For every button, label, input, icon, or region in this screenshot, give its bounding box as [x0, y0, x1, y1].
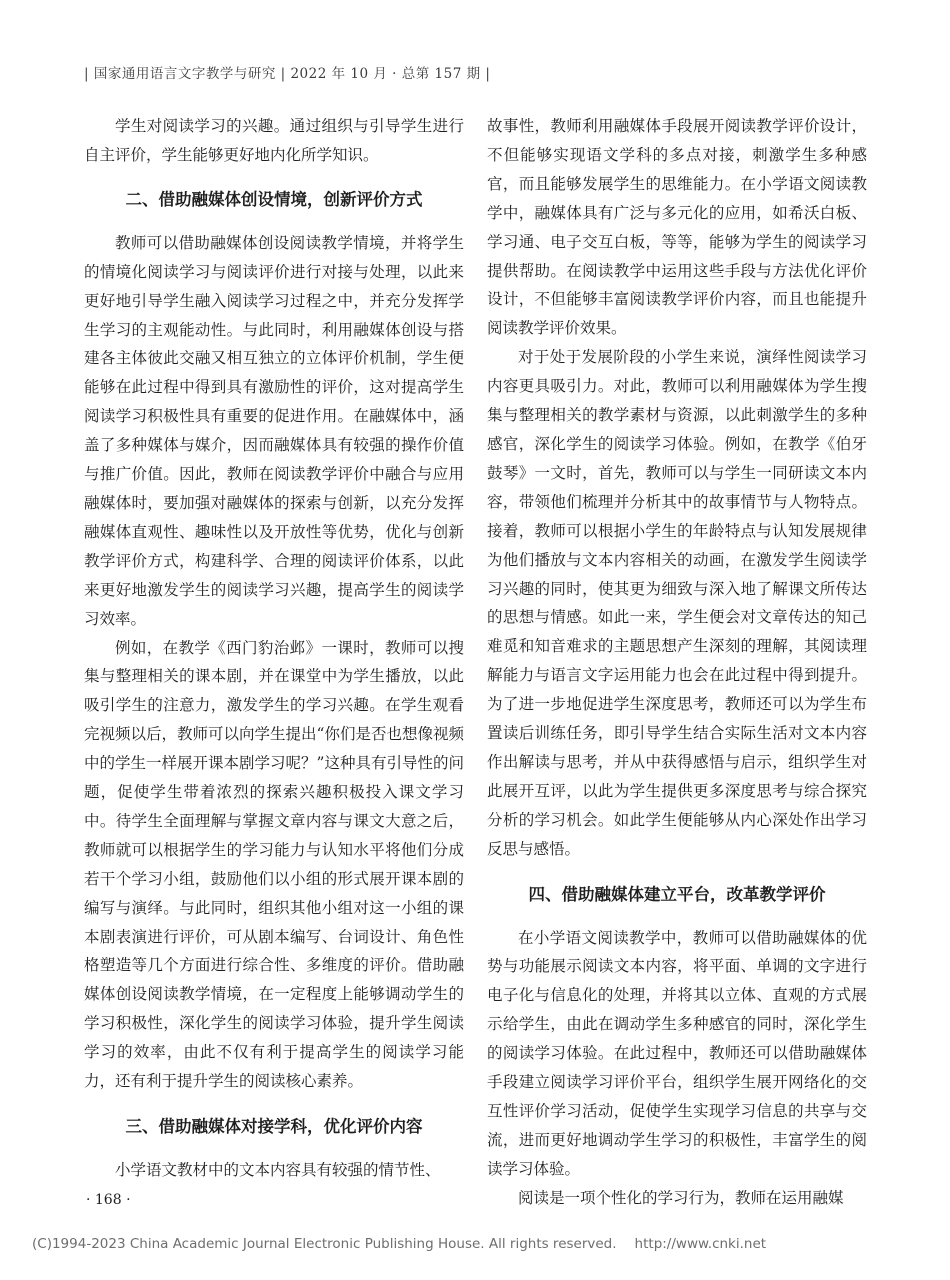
paragraph: 阅读是一项个性化的学习行为，教师在运用融媒 — [518, 1188, 844, 1207]
footer-url: http://www.cnki.net — [634, 1236, 767, 1252]
page-number: · 168 · — [86, 1192, 131, 1208]
paragraph: 小学语文教材中的文本内容具有较强的情节性、 — [115, 1161, 441, 1179]
copyright-text: (C)1994-2023 China Academic Journal Electronic Publishing House. All rights reserved. — [32, 1236, 617, 1252]
right-column — [487, 112, 867, 1213]
paragraph: 故事性，教师利用融媒体手段展开阅读教学评价设计，不但能够实现语文学科的多点对接，刺激学生多种感官，而且能够发展学生的思维能力。在小学语文阅读教学中，融媒体具有广泛与多元化的应用，如希沃白板、学习通、电子交互白板，等等，能够为学生的阅读学习提供帮助。在阅读教学中运用这些手段与方法优化评价设计，不但能够丰富阅读教学评价内容，而且也能提升阅读教学评价效果。 — [487, 117, 867, 338]
paragraph: 例如，在教学《西门豹治邺》一课时，教师可以搜集与整理相关的课本剧，并在课堂中为学生播放，以此吸引学生的注意力，激发学生的学习兴趣。在学生观看完视频以后，教师可以向学生提出“你们是否也想像视频中的学生一样展开课本剧学习呢？”这种具有引导性的问题，促使学生带着浓烈的探索兴趣积极投入课文学习中。待学生全面理解与掌握文章内容与课文大意之后，教师就可以根据学生的学习能力与认知水平将他们分成若干个学习小组，鼓励他们以小组的形式展开课本剧的编写与演绎。与此同时，组织其他小组对这一小组的课本剧表演进行评价，可从剧本编写、台词设计、角色性格塑造等几个方面进行综合性、多维度的评价。借助融媒体创设阅读教学情境，在一定程度上能够调动学生的学习积极性，深化学生的阅读学习体验，提升学生阅读学习的效率，由此不仅有利于提高学生的阅读学习能力，还有利于提升学生的阅读核心素养。 — [84, 638, 464, 1091]
section-heading-4: 四、借助融媒体建立平台，改革教学评价 — [528, 884, 826, 904]
paragraph: 在小学语文阅读教学中，教师可以借助融媒体的优势与功能展示阅读文本内容，将平面、单调的文字进行电子化与信息化的处理，并将其以立体、直观的方式展示给学生，由此在调动学生多种感官的同时，深化学生的阅读学习体验。在此过程中，教师还可以借助融媒体手段建立阅读学习评价平台，组织学生展开网络化的交互性评价学习活动，促使学生实现学习信息的共享与交流，进而更好地调动学生学习的积极性，丰富学生的阅读学习体验。 — [487, 928, 867, 1178]
paragraph: 教师可以借助融媒体创设阅读教学情境，并将学生的情境化阅读学习与阅读评价进行对接与处理，以此来更好地引导学生融入阅读学习过程之中，并充分发挥学生学习的主观能动性。与此同时，利用融媒体创设与搭建各主体彼此交融又相互独立的立体评价机制，学生便能够在此过程中得到具有激励性的评价，这对提高学生阅读学习积极性具有重要的促进作用。在融媒体中，涵盖了多种媒体与媒介，因而融媒体具有较强的操作价值与推广价值。因此，教师在阅读教学评价中融合与应用融媒体时，要加强对融媒体的探索与创新，以充分发挥融媒体直观性、趣味性以及开放性等优势，优化与创新教学评价方式，构建科学、合理的阅读评价体系，以此来更好地激发学生的阅读学习兴趣，提高学生的阅读学习效率。 — [84, 233, 464, 628]
running-header: | 国家通用语言文字教学与研究 | 2022 年 10 月 · 总第 157 期 | — [84, 66, 491, 82]
section-heading-2: 二、借助融媒体创设情境，创新评价方式 — [125, 189, 423, 209]
copyright-footer — [32, 1236, 932, 1252]
paragraph: 对于处于发展阶段的小学生来说，演绎性阅读学习内容更具吸引力。对此，教师可以利用融媒体为学生搜集与整理相关的教学素材与资源，以此刺激学生的多种感官，深化学生的阅读学习体验。例如，在教学《伯牙鼓琴》一文时，首先，教师可以与学生一同研读文本内容，带领他们梳理并分析其中的故事情节与人物特点。接着，教师可以根据小学生的年龄特点与认知发展规律为他们播放与文本内容相关的动画，在激发学生阅读学习兴趣的同时，使其更为细致与深入地了解课文所传达的思想与情感。如此一来，学生便会对文章传达的知己难觅和知音难求的主题思想产生深刻的理解，其阅读理解能力与语言文字运用能力也会在此过程中得到提升。为了进一步地促进学生深度思考，教师还可以为学生布置读后训练任务，即引导学生结合实际生活对文本内容作出解读与思考，并从中获得感悟与启示，组织学生对此展开互评，以此为学生提供更多深度思考与综合探究分析的学习机会。如此学生便能够从内心深处作出学习反思与感悟。 — [487, 348, 867, 858]
left-column — [84, 112, 464, 1185]
paragraph: 学生对阅读学习的兴趣。通过组织与引导学生进行自主评价，学生能够更好地内化所学知识。 — [84, 117, 464, 164]
section-heading-3: 三、借助融媒体对接学科，优化评价内容 — [125, 1117, 423, 1136]
